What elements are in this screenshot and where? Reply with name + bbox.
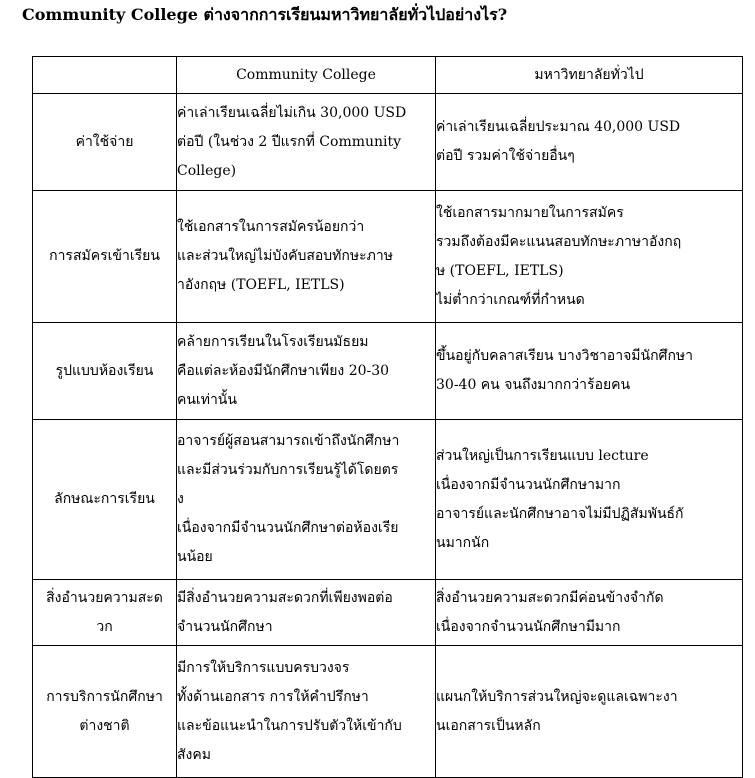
row-cost (33, 94, 743, 191)
university-cell-line: นเอกสารเป็นหลัก (436, 717, 541, 734)
row-label (33, 94, 177, 191)
header-empty-cell (33, 57, 177, 94)
community-college-cell-line: มีการให้บริการแบบครบวงจร (177, 659, 350, 676)
university-cell-line: ต่อปี รวมค่าใช้จ่ายอื่นๆ (436, 148, 575, 164)
university-cell-line: ส่วนใหญ่เป็นการเรียนแบบ lecture (436, 447, 649, 464)
community-college-cell-line: อาจารย์ผู้สอนสามารถเข้าถึงนักศึกษา (177, 433, 400, 449)
row-application (33, 191, 743, 323)
row-facilities (33, 580, 743, 646)
community-college-cell-line: ต่อปี (ในช่วง 2 ปีแรกที่ Community (177, 133, 402, 150)
community-college-cell-line: าอังกฤษ (TOEFL, IETLS) (177, 277, 345, 293)
university-cell-line: สิ่งอำนวยความสะดวกมีค่อนข้างจำกัด (436, 589, 664, 606)
university-cell-line: ขึ้นอยู่กับคลาสเรียน บางวิชาอาจมีนักศึกษา (436, 348, 694, 364)
university-cell-line: แผนกให้บริการส่วนใหญ่จะดูแลเฉพาะงา (436, 688, 678, 705)
row-label-line: ค่าใช้จ่าย (75, 133, 134, 150)
community-college-cell-line: และมีส่วนร่วมกับการเรียนรู้ได้โดยตร (177, 462, 399, 478)
university-cell-line: รวมถึงต้องมีคะแนนสอบทักษะภาษาอังกฤ (436, 233, 682, 250)
community-college-cell-line: College) (177, 162, 237, 179)
community-college-cell (177, 580, 436, 646)
community-college-cell-line: ทั้งด้านเอกสาร การให้คำปรึกษา (177, 688, 369, 705)
row-label-line: การบริการนักศึกษา (46, 688, 163, 705)
header-community-college: Community College (177, 57, 436, 94)
row-label-line: วก (96, 618, 113, 635)
row-classroom-format (33, 323, 743, 420)
row-label-line: รูปแบบห้องเรียน (55, 362, 154, 379)
university-cell (436, 191, 743, 323)
community-college-cell-line: ค่าเล่าเรียนเฉลี่ยไม่เกิน 30,000 USD (177, 104, 407, 121)
row-label (33, 323, 177, 420)
community-college-cell-line: และส่วนใหญ่ไม่บังคับสอบทักษะภาษ (177, 248, 393, 264)
row-label-line: ลักษณะการเรียน (54, 491, 155, 507)
row-international-services (33, 646, 743, 778)
table-header-row (33, 57, 743, 94)
university-cell-line: นมากนัก (436, 534, 490, 551)
comparison-table (32, 56, 743, 778)
community-college-cell-line: ง (177, 491, 184, 507)
community-college-cell-line: มีสิ่งอำนวยความสะดวกที่เพียงพอต่อ (177, 589, 393, 606)
university-cell (436, 94, 743, 191)
university-cell (436, 323, 743, 420)
university-cell (436, 646, 743, 778)
community-college-cell-line: คนเท่านั้น (177, 391, 237, 408)
university-cell (436, 420, 743, 580)
header-university: มหาวิทยาลัยทั่วไป (436, 57, 743, 94)
row-label (33, 191, 177, 323)
community-college-cell (177, 323, 436, 420)
community-college-cell-line: และข้อแนะนำในการปรับตัวให้เข้ากับ (177, 717, 402, 734)
university-cell-line: อาจารย์และนักศึกษาอาจไม่มีปฏิสัมพันธ์กั (436, 505, 684, 522)
community-college-cell-line: นน้อย (177, 549, 213, 565)
university-cell-line: 30-40 คน จนถึงมากกว่าร้อยคน (436, 377, 631, 393)
community-college-cell-line: คือแต่ละห้องมีนักศึกษาเพียง 20-30 (177, 362, 390, 379)
row-learning-style (33, 420, 743, 580)
document-title: Community College ต่างจากการเรียนมหาวิทยาลัยทั่วไปอย่างไร? (22, 5, 508, 24)
university-cell-line: ค่าเล่าเรียนเฉลี่ยประมาณ 40,000 USD (436, 119, 681, 135)
community-college-cell (177, 94, 436, 191)
university-cell-line: ไม่ต่ำกว่าเกณฑ์ที่กำหนด (436, 291, 585, 308)
university-cell-line: เนื่องจากจำนวนนักศึกษามีมาก (436, 618, 621, 635)
community-college-cell-line: จำนวนนักศึกษา (177, 618, 273, 635)
community-college-cell-line: เนื่องจากมีจำนวนนักศึกษาต่อห้องเรีย (177, 520, 399, 536)
row-label-line: สิ่งอำนวยความสะด (46, 589, 163, 606)
community-college-cell-line: ใช้เอกสารในการสมัครน้อยกว่า (177, 219, 365, 235)
community-college-cell (177, 420, 436, 580)
row-label-line: ต่างชาติ (79, 717, 130, 734)
university-cell (436, 580, 743, 646)
community-college-cell (177, 646, 436, 778)
university-cell-line: ษ (TOEFL, IETLS) (436, 262, 564, 279)
university-cell-line: เนื่องจากมีจำนวนนักศึกษามาก (436, 476, 621, 493)
community-college-cell-line: สังคม (177, 746, 211, 763)
row-label (33, 580, 177, 646)
university-cell-line: ใช้เอกสารมากมายในการสมัคร (436, 204, 624, 221)
community-college-cell (177, 191, 436, 323)
community-college-cell-line: คล้ายการเรียนในโรงเรียนมัธยม (177, 333, 369, 350)
row-label-line: การสมัครเข้าเรียน (49, 248, 160, 264)
row-label (33, 420, 177, 580)
row-label (33, 646, 177, 778)
